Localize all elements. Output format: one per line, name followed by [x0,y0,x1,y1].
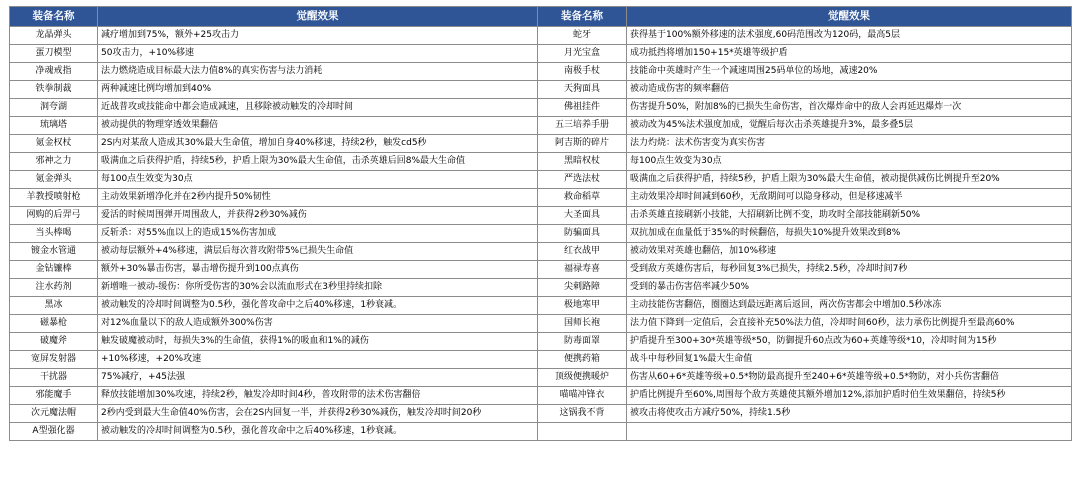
equipment-name-right: 阿吉斯的碎片 [538,135,627,153]
table-row [10,243,1072,261]
equipment-name-left: 琉璃塔 [10,117,98,135]
table-row [10,315,1072,333]
table-row [10,81,1072,99]
equipment-name-left: 当头棒喝 [10,225,98,243]
equipment-name-left: 氪金权杖 [10,135,98,153]
equipment-name-left: 干扰器 [10,369,98,387]
awakening-effect-left: 75%减疗，+45法强 [98,369,538,387]
table-row [10,351,1072,369]
table-row [10,171,1072,189]
equipment-name-right: 五三培养手册 [538,117,627,135]
equipment-name-left: 邪能魔手 [10,387,98,405]
equipment-name-right [538,423,627,441]
table-row [10,45,1072,63]
awakening-effect-left: 对12%血量以下的敌人造成额外300%伤害 [98,315,538,333]
equipment-name-right: 蛇牙 [538,27,627,45]
awakening-effect-right: 战斗中每秒回复1%最大生命值 [627,351,1072,369]
table-row [10,279,1072,297]
equipment-name-left: 金钻镰棒 [10,261,98,279]
table-row [10,207,1072,225]
awakening-effect-right: 获得基于100%额外移速的法术强度,60码范围改为120码，最高5层 [627,27,1072,45]
awakening-effect-left: 反斩杀：对55%血以上的造成15%伤害加成 [98,225,538,243]
awakening-effect-right: 主动技能伤害翻倍，圈圈达到最远距离后返回，两次伤害都会中增加0.5秒冰冻 [627,297,1072,315]
awakening-effect-right: 法力值下降到一定值后，会直接补充50%法力值，冷却时间60秒，法力承伤比例提升至最高60% [627,315,1072,333]
awakening-effect-right: 受到敌方英雄伤害后，每秒回复3%已损失，持续2.5秒，冷却时间7秒 [627,261,1072,279]
awakening-effect-left: +10%移速，+20%攻速 [98,351,538,369]
equipment-name-left: 磁暴枪 [10,315,98,333]
awakening-effect-left: 被动每层额外+4%移速，满层后每次普攻附带5%已损失生命值 [98,243,538,261]
table-row [10,63,1072,81]
awakening-effect-right: 技能命中英雄时产生一个减速周围25码单位的场地，减速20% [627,63,1072,81]
equipment-name-right: 福禄寿喜 [538,261,627,279]
table-row [10,297,1072,315]
awakening-effect-right: 被动造成伤害的频率翻倍 [627,81,1072,99]
table-row [10,225,1072,243]
awakening-effect-left: 爱活的时候周围弹开周围敌人，并获得2秒30%减伤 [98,207,538,225]
equipment-name-right: 这锅我不背 [538,405,627,423]
equipment-name-left: 龙晶弹头 [10,27,98,45]
table-row [10,405,1072,423]
equipment-name-right: 严选法杖 [538,171,627,189]
awakening-effect-right: 主动效果冷却时间减到60秒，无敌期间可以隐身移动，但是移速减半 [627,189,1072,207]
awakening-effect-right: 伤害提升50%，附加8%的已损失生命伤害，首次爆炸命中的敌人会再延迟爆炸一次 [627,99,1072,117]
header-awakening-effect-right: 觉醒效果 [627,7,1072,27]
awakening-table-container [9,6,1071,441]
equipment-name-right: 顶级便携暖炉 [538,369,627,387]
table-row [10,117,1072,135]
awakening-effect-right: 被攻击将使攻击方减疗50%，持续1.5秒 [627,405,1072,423]
header-awakening-effect-left: 觉醒效果 [98,7,538,27]
awakening-effect-left: 主动效果新增净化并在2秒内提升50%韧性 [98,189,538,207]
awakening-effect-right: 击杀英雄直接刷新小技能，大招刷新比例不变，助攻时全部技能刷新50% [627,207,1072,225]
equipment-name-left: 蛋刀模型 [10,45,98,63]
equipment-name-right: 便携药箱 [538,351,627,369]
equipment-name-right: 大圣面具 [538,207,627,225]
equipment-name-left: 次元魔法帽 [10,405,98,423]
equipment-name-right: 天狗面具 [538,81,627,99]
equipment-name-left: 黑冰 [10,297,98,315]
awakening-effect-left: 每100点生效变为30点 [98,171,538,189]
awakening-effect-left: 50攻击力，+10%移速 [98,45,538,63]
awakening-effect-right: 护盾比例提升至60%,周围每个敌方英雄使其额外增加12%,添加护盾时伯生效果翻倍，持续5秒 [627,387,1072,405]
awakening-effect-right: 双抗加成在血量低于35%的时候翻倍，每损失10%提升效果改到8% [627,225,1072,243]
awakening-table [9,6,1072,441]
awakening-effect-right: 被动效果对英雄也翻倍，加10%移速 [627,243,1072,261]
table-row [10,135,1072,153]
equipment-name-right: 国师长袍 [538,315,627,333]
equipment-name-right: 红衣战甲 [538,243,627,261]
awakening-effect-left: 2秒内受到最大生命值40%伤害，会在2S内回复一半，并获得2秒30%减伤，触发冷却时间20秒 [98,405,538,423]
header-equipment-name-left: 装备名称 [10,7,98,27]
awakening-effect-left: 被动触发的冷却时间调整为0.5秒，强化普攻命中之后40%移速，1秒衰减。 [98,423,538,441]
awakening-effect-left: 释放技能增加30%攻速，持续2秒，触发冷却时间4秒，普攻附带的法术伤害翻倍 [98,387,538,405]
table-row [10,189,1072,207]
awakening-effect-left: 触发破魔被动时，每损失3%的生命值，获得1%的吸血和1%的减伤 [98,333,538,351]
awakening-effect-left: 额外+30%暴击伤害，暴击增伤提升到100点真伤 [98,261,538,279]
equipment-name-right: 佛祖挂件 [538,99,627,117]
awakening-effect-right: 受到的暴击伤害倍率减少50% [627,279,1072,297]
equipment-name-right: 南极手杖 [538,63,627,81]
equipment-name-right: 喵喵冲锋衣 [538,387,627,405]
awakening-effect-left: 近战普攻或技能命中都会造成减速，且移除被动触发的冷却时间 [98,99,538,117]
awakening-effect-right: 护盾提升至300+30*英雄等级*50，防御提升60点改为60+英雄等级*10，冷却时间为15秒 [627,333,1072,351]
equipment-name-left: 破魔斧 [10,333,98,351]
table-row [10,387,1072,405]
equipment-name-left: 注水药剂 [10,279,98,297]
equipment-name-left: 镀金水管通 [10,243,98,261]
equipment-name-left: 宽屏发射器 [10,351,98,369]
awakening-effect-left: 被动提供的物理穿透效果翻倍 [98,117,538,135]
table-row [10,423,1072,441]
awakening-effect-right: 吸满血之后获得护盾，持续5秒，护盾上限为30%最大生命值，被动提供减伤比例提升至20% [627,171,1072,189]
awakening-effect-right [627,423,1072,441]
equipment-name-right: 尖刺路障 [538,279,627,297]
awakening-effect-right: 每100点生效变为30点 [627,153,1072,171]
awakening-effect-left: 新增唯一被动-缓伤：你所受伤害的30%会以流血形式在3秒里持续扣除 [98,279,538,297]
table-row [10,27,1072,45]
equipment-name-right: 月光宝盒 [538,45,627,63]
table-header-row [10,7,1072,27]
equipment-name-right: 极地寒甲 [538,297,627,315]
awakening-effect-left: 吸满血之后获得护盾，持续5秒，护盾上限为30%最大生命值，击杀英雄后回8%最大生命值 [98,153,538,171]
equipment-name-left: 净魂戒指 [10,63,98,81]
awakening-effect-left: 被动触发的冷却时间调整为0.5秒，强化普攻命中之后40%移速，1秒衰减。 [98,297,538,315]
equipment-name-right: 黑暗权杖 [538,153,627,171]
awakening-effect-left: 减疗增加到75%，额外+25攻击力 [98,27,538,45]
equipment-name-left: 邪神之力 [10,153,98,171]
equipment-name-left: 网购的后羿弓 [10,207,98,225]
table-row [10,369,1072,387]
equipment-name-left: A型强化器 [10,423,98,441]
equipment-name-left: 氪金弹头 [10,171,98,189]
awakening-effect-right: 法力灼烧：法术伤害变为真实伤害 [627,135,1072,153]
awakening-effect-left: 两种减速比例均增加到40% [98,81,538,99]
equipment-name-left: 洞夸湖 [10,99,98,117]
awakening-effect-left: 2S内对某敌人造成其30%最大生命值，增加自身40%移速，持续2秒，触发cd5秒 [98,135,538,153]
equipment-name-left: 铁拳制裁 [10,81,98,99]
awakening-effect-left: 法力燃烧造成目标最大法力值8%的真实伤害与法力消耗 [98,63,538,81]
equipment-name-right: 防骗面具 [538,225,627,243]
table-row [10,261,1072,279]
table-row [10,99,1072,117]
table-row [10,333,1072,351]
equipment-name-right: 救命稻草 [538,189,627,207]
awakening-effect-right: 伤害从60+6*英雄等级+0.5*物防最高提升至240+6*英雄等级+0.5*物防，对小兵伤害翻倍 [627,369,1072,387]
awakening-effect-right: 被动改为45%法术强度加成，觉醒后每次击杀英雄提升3%，最多叠5层 [627,117,1072,135]
awakening-effect-right: 成功抵挡将增加150+15*英雄等级护盾 [627,45,1072,63]
header-equipment-name-right: 装备名称 [538,7,627,27]
table-body [10,27,1072,441]
equipment-name-left: 羊教授喷射枪 [10,189,98,207]
equipment-name-right: 防毒面罩 [538,333,627,351]
table-row [10,153,1072,171]
